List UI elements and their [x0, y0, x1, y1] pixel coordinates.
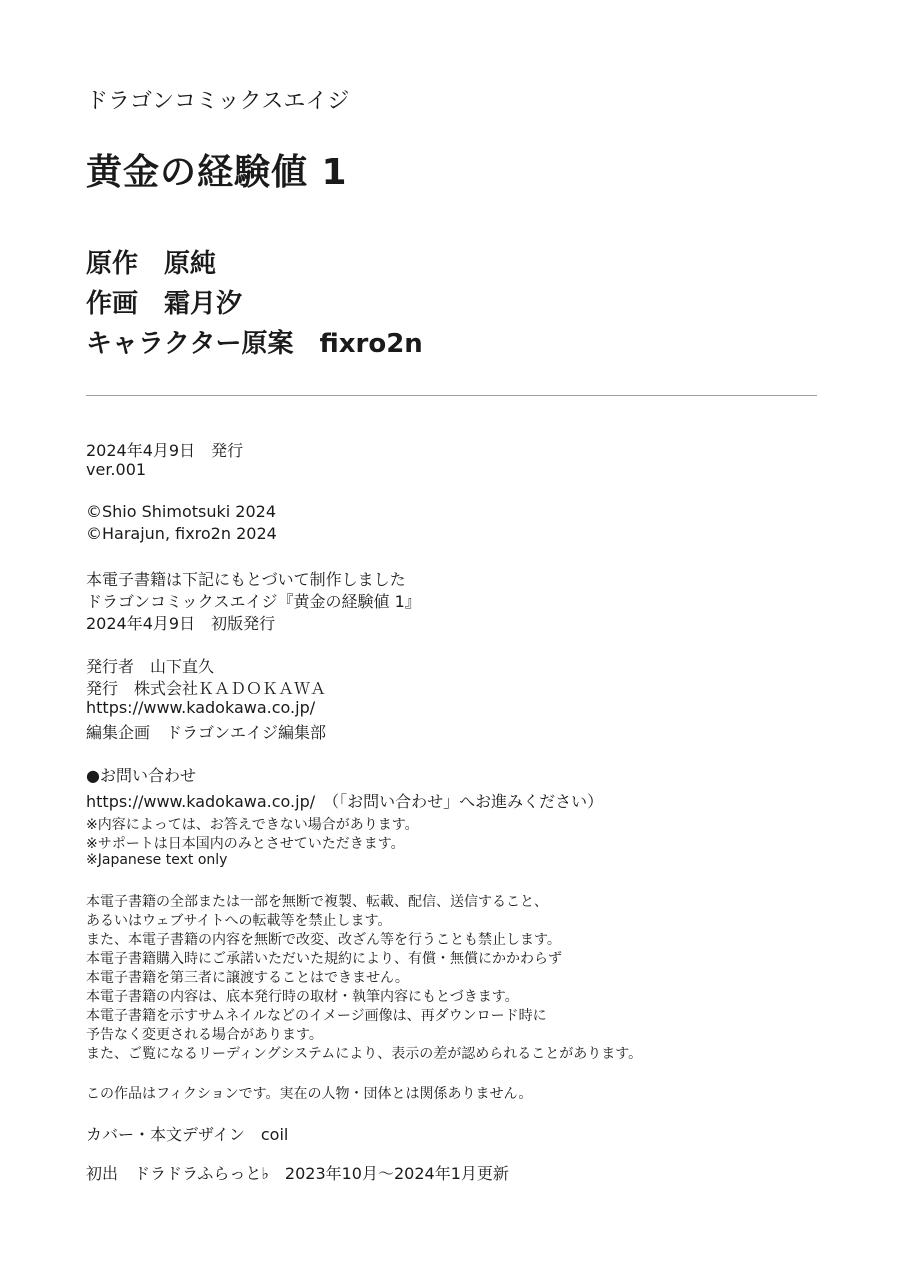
legal-line: あるいはウェブサイトへの転載等を禁止します。 — [86, 913, 392, 929]
imprint-label: ドラゴンコミックスエイジ — [86, 89, 350, 114]
version: ver.001 — [86, 460, 147, 479]
design-credit: カバー・本文デザイン coil — [86, 1125, 289, 1144]
book-title: 黄金の経験値 1 — [86, 152, 348, 193]
contact-heading: ●お問い合わせ — [86, 766, 196, 785]
legal-line: 本電子書籍の全部または一部を無断で複製、転載、配信、送信すること、 — [86, 894, 548, 910]
source-line: 本電子書籍は下記にもとづいて制作しました — [86, 570, 406, 589]
publisher-url[interactable]: https://www.kadokawa.co.jp/ — [86, 698, 316, 717]
credit-character-design — [86, 323, 423, 360]
credit-name: 霜月汐 — [164, 289, 243, 319]
legal-line: 本電子書籍の内容は、底本発行時の取材・執筆内容にもとづきます。 — [86, 989, 519, 1005]
credit-name: 原純 — [164, 249, 217, 279]
divider — [86, 395, 817, 396]
contact-note: ※Japanese text only — [86, 852, 228, 868]
credit-role: キャラクター原案 — [86, 329, 294, 359]
legal-line: 本電子書籍を示すサムネイルなどのイメージ画像は、再ダウンロード時に — [86, 1008, 547, 1024]
legal-line: また、ご覧になるリーディングシステムにより、表示の差が認められることがあります。 — [86, 1046, 643, 1062]
fiction-notice: この作品はフィクションです。実在の人物・団体とは関係ありません。 — [86, 1086, 533, 1102]
legal-line: 本電子書籍購入時にご承諾いただいた規約により、有償・無償にかかわらず — [86, 951, 562, 967]
contact-url[interactable]: https://www.kadokawa.co.jp/ （「お問い合わせ」へお進みください） — [86, 792, 604, 811]
publisher-line: 編集企画 ドラゴンエイジ編集部 — [86, 723, 327, 742]
legal-line: 予告なく変更される場合があります。 — [86, 1027, 323, 1043]
legal-line: 本電子書籍を第三者に譲渡することはできません。 — [86, 970, 409, 986]
source-line: ドラゴンコミックスエイジ『黄金の経験値 1』 — [86, 592, 421, 611]
release-date: 2024年4月9日 発行 — [86, 441, 244, 460]
source-line: 2024年4月9日 初版発行 — [86, 614, 276, 633]
contact-note: ※サポートは日本国内のみとさせていただきます。 — [86, 836, 405, 852]
credit-name: fixro2n — [319, 329, 423, 359]
copyright-line: ©Shio Shimotsuki 2024 — [86, 502, 276, 521]
credit-role: 原作 — [86, 249, 139, 279]
credit-role: 作画 — [86, 289, 139, 319]
first-published: 初出 ドラドラふらっと♭ 2023年10月〜2024年1月更新 — [86, 1164, 509, 1183]
publisher-line: 発行 株式会社ＫＡＤＯＫＡＷＡ — [86, 679, 327, 698]
credit-original — [86, 243, 216, 280]
credit-art — [86, 283, 242, 320]
contact-note: ※内容によっては、お答えできない場合があります。 — [86, 817, 419, 833]
copyright-line: ©Harajun, fixro2n 2024 — [86, 524, 277, 543]
legal-line: また、本電子書籍の内容を無断で改変、改ざん等を行うことも禁止します。 — [86, 932, 561, 948]
publisher-line: 発行者 山下直久 — [86, 657, 215, 676]
